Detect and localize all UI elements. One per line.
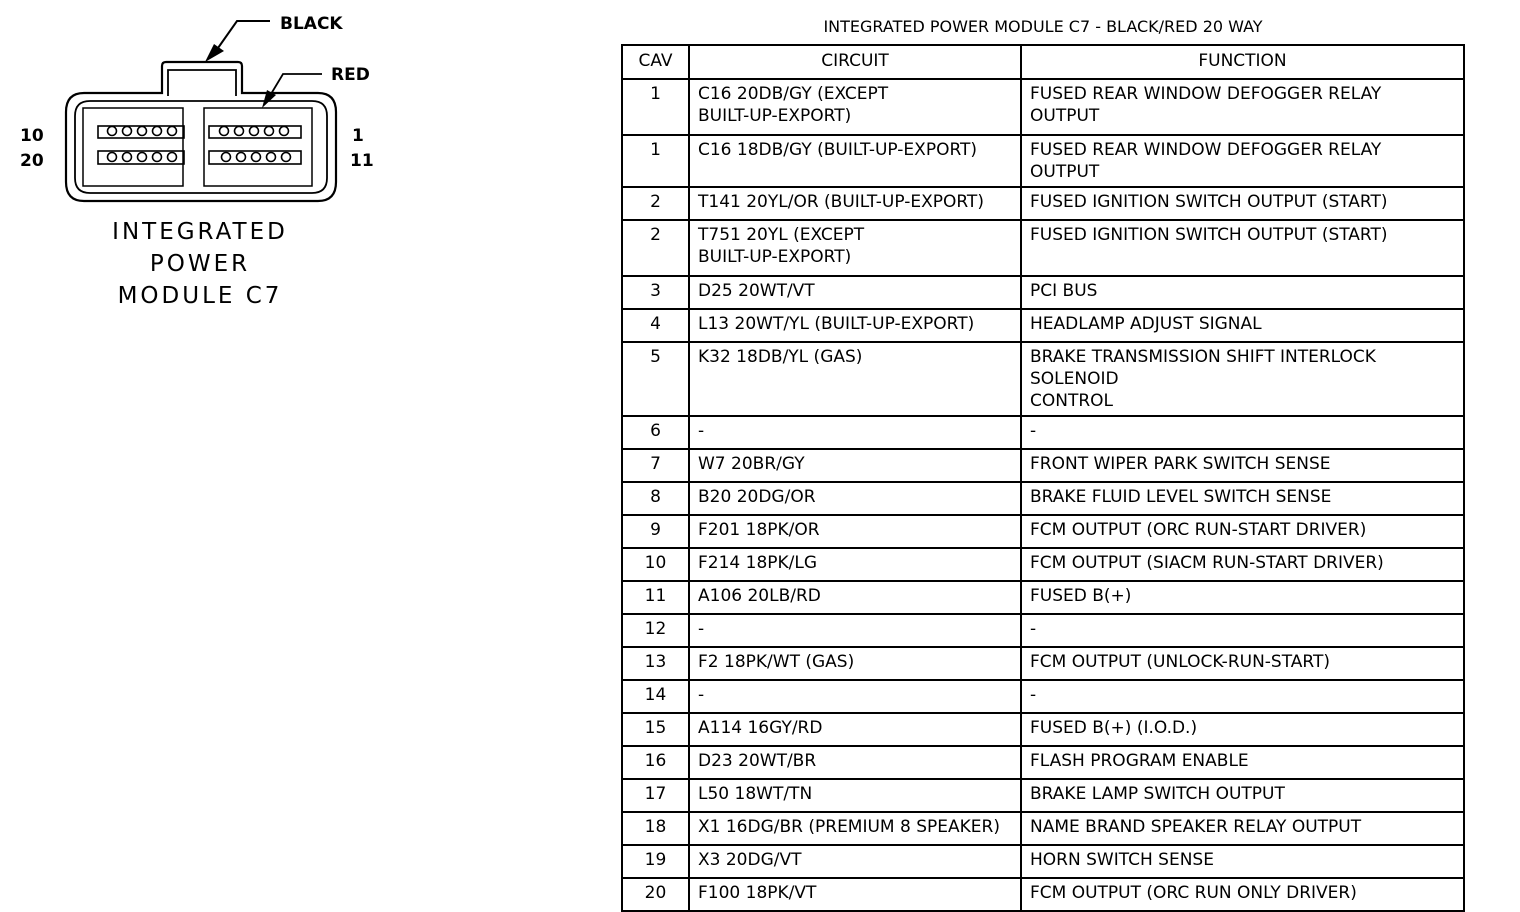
circuit-cell: X1 16DG/BR (PREMIUM 8 SPEAKER) xyxy=(689,812,1021,845)
cavity-block-left xyxy=(83,108,183,186)
header-cav: CAV xyxy=(622,45,689,79)
cav-cell: 20 xyxy=(622,878,689,911)
function-cell: FCM OUTPUT (ORC RUN ONLY DRIVER) xyxy=(1021,878,1464,911)
pin-number-1: 1 xyxy=(352,126,364,146)
function-cell: - xyxy=(1021,416,1464,449)
black-label: BLACK xyxy=(280,14,343,34)
circuit-cell: D23 20WT/BR xyxy=(689,746,1021,779)
black-leader-line xyxy=(218,21,270,48)
circuit-cell: - xyxy=(689,416,1021,449)
red-label: RED xyxy=(331,65,370,85)
terminal-row-bottom-right xyxy=(209,151,301,164)
function-cell: BRAKE TRANSMISSION SHIFT INTERLOCK SOLENOID CONTROL xyxy=(1021,342,1464,416)
circuit-cell: W7 20BR/GY xyxy=(689,449,1021,482)
circuit-cell: C16 18DB/GY (BUILT-UP-EXPORT) xyxy=(689,135,1021,187)
cav-cell: 9 xyxy=(622,515,689,548)
table-row xyxy=(622,680,1464,713)
function-cell: FUSED REAR WINDOW DEFOGGER RELAY OUTPUT xyxy=(1021,135,1464,187)
cav-cell: 17 xyxy=(622,779,689,812)
pin-number-20: 20 xyxy=(20,151,44,171)
cav-cell: 12 xyxy=(622,614,689,647)
table-row xyxy=(622,187,1464,220)
function-cell: FUSED B(+) (I.O.D.) xyxy=(1021,713,1464,746)
function-cell: PCI BUS xyxy=(1021,276,1464,309)
table-row xyxy=(622,779,1464,812)
table-row xyxy=(622,449,1464,482)
cav-cell: 19 xyxy=(622,845,689,878)
module-caption xyxy=(80,216,320,312)
circuit-cell: F100 18PK/VT xyxy=(689,878,1021,911)
cav-cell: 11 xyxy=(622,581,689,614)
terminal-row-top-left xyxy=(98,126,184,138)
header-function: FUNCTION xyxy=(1021,45,1464,79)
cav-cell: 16 xyxy=(622,746,689,779)
table-title: INTEGRATED POWER MODULE C7 - BLACK/RED 20 WAY xyxy=(823,17,1263,36)
pin-number-10: 10 xyxy=(20,126,44,146)
function-cell: FUSED REAR WINDOW DEFOGGER RELAY OUTPUT xyxy=(1021,79,1464,135)
circuit-cell: L50 18WT/TN xyxy=(689,779,1021,812)
cav-cell: 2 xyxy=(622,220,689,276)
cav-cell: 3 xyxy=(622,276,689,309)
connector-outline xyxy=(66,62,336,201)
circuit-cell: A114 16GY/RD xyxy=(689,713,1021,746)
cav-cell: 10 xyxy=(622,548,689,581)
table-row xyxy=(622,79,1464,135)
table-row xyxy=(622,746,1464,779)
cav-cell: 4 xyxy=(622,309,689,342)
function-cell: FCM OUTPUT (SIACM RUN-START DRIVER) xyxy=(1021,548,1464,581)
function-cell: FUSED IGNITION SWITCH OUTPUT (START) xyxy=(1021,220,1464,276)
function-cell: FLASH PROGRAM ENABLE xyxy=(1021,746,1464,779)
table-row xyxy=(622,812,1464,845)
header-circuit: CIRCUIT xyxy=(689,45,1021,79)
cav-cell: 8 xyxy=(622,482,689,515)
function-cell: - xyxy=(1021,614,1464,647)
function-cell: BRAKE LAMP SWITCH OUTPUT xyxy=(1021,779,1464,812)
table-body xyxy=(622,79,1464,911)
cav-cell: 7 xyxy=(622,449,689,482)
connector-drawing xyxy=(0,0,620,894)
cav-cell: 14 xyxy=(622,680,689,713)
circuit-cell: T751 20YL (EXCEPT BUILT-UP-EXPORT) xyxy=(689,220,1021,276)
caption-line: MODULE C7 xyxy=(117,283,283,309)
function-cell: FUSED B(+) xyxy=(1021,581,1464,614)
table-row xyxy=(622,614,1464,647)
circuit-cell: T141 20YL/OR (BUILT-UP-EXPORT) xyxy=(689,187,1021,220)
function-cell: BRAKE FLUID LEVEL SWITCH SENSE xyxy=(1021,482,1464,515)
table-row xyxy=(622,647,1464,680)
circuit-cell: - xyxy=(689,614,1021,647)
black-arrowhead xyxy=(205,44,224,62)
cav-cell: 2 xyxy=(622,187,689,220)
circuit-cell: L13 20WT/YL (BUILT-UP-EXPORT) xyxy=(689,309,1021,342)
function-cell: FCM OUTPUT (UNLOCK-RUN-START) xyxy=(1021,647,1464,680)
function-cell: HEADLAMP ADJUST SIGNAL xyxy=(1021,309,1464,342)
table-row xyxy=(622,482,1464,515)
function-cell: NAME BRAND SPEAKER RELAY OUTPUT xyxy=(1021,812,1464,845)
table-row xyxy=(622,276,1464,309)
caption-line: INTEGRATED xyxy=(112,219,288,245)
table-row xyxy=(622,548,1464,581)
pinout-table xyxy=(621,44,1465,912)
circuit-cell: C16 20DB/GY (EXCEPT BUILT-UP-EXPORT) xyxy=(689,79,1021,135)
function-cell: HORN SWITCH SENSE xyxy=(1021,845,1464,878)
cav-cell: 13 xyxy=(622,647,689,680)
circuit-cell: D25 20WT/VT xyxy=(689,276,1021,309)
cav-cell: 6 xyxy=(622,416,689,449)
circuit-cell: A106 20LB/RD xyxy=(689,581,1021,614)
pin-number-11: 11 xyxy=(350,151,374,171)
table-row xyxy=(622,342,1464,416)
function-cell: FRONT WIPER PARK SWITCH SENSE xyxy=(1021,449,1464,482)
table-row xyxy=(622,581,1464,614)
table-row xyxy=(622,135,1464,187)
function-cell: FCM OUTPUT (ORC RUN-START DRIVER) xyxy=(1021,515,1464,548)
table-row xyxy=(622,309,1464,342)
circuit-cell: F201 18PK/OR xyxy=(689,515,1021,548)
table-row xyxy=(622,878,1464,911)
table-row xyxy=(622,220,1464,276)
function-cell: FUSED IGNITION SWITCH OUTPUT (START) xyxy=(1021,187,1464,220)
cavity-block-right xyxy=(204,108,312,186)
circuit-cell: K32 18DB/YL (GAS) xyxy=(689,342,1021,416)
terminal-row-bottom-left xyxy=(98,151,184,164)
table-row xyxy=(622,713,1464,746)
cav-cell: 1 xyxy=(622,135,689,187)
cav-cell: 5 xyxy=(622,342,689,416)
circuit-cell: X3 20DG/VT xyxy=(689,845,1021,878)
caption-line: POWER xyxy=(149,251,251,277)
cav-cell: 18 xyxy=(622,812,689,845)
header-row xyxy=(622,45,1464,79)
table-row xyxy=(622,416,1464,449)
table-row xyxy=(622,845,1464,878)
circuit-cell: - xyxy=(689,680,1021,713)
circuit-cell: F214 18PK/LG xyxy=(689,548,1021,581)
function-cell: - xyxy=(1021,680,1464,713)
terminal-row-top-right xyxy=(209,126,301,138)
cav-cell: 15 xyxy=(622,713,689,746)
circuit-cell: F2 18PK/WT (GAS) xyxy=(689,647,1021,680)
circuit-cell: B20 20DG/OR xyxy=(689,482,1021,515)
table-row xyxy=(622,515,1464,548)
cav-cell: 1 xyxy=(622,79,689,135)
red-leader-line xyxy=(271,74,322,94)
connector-diagram xyxy=(0,0,620,894)
